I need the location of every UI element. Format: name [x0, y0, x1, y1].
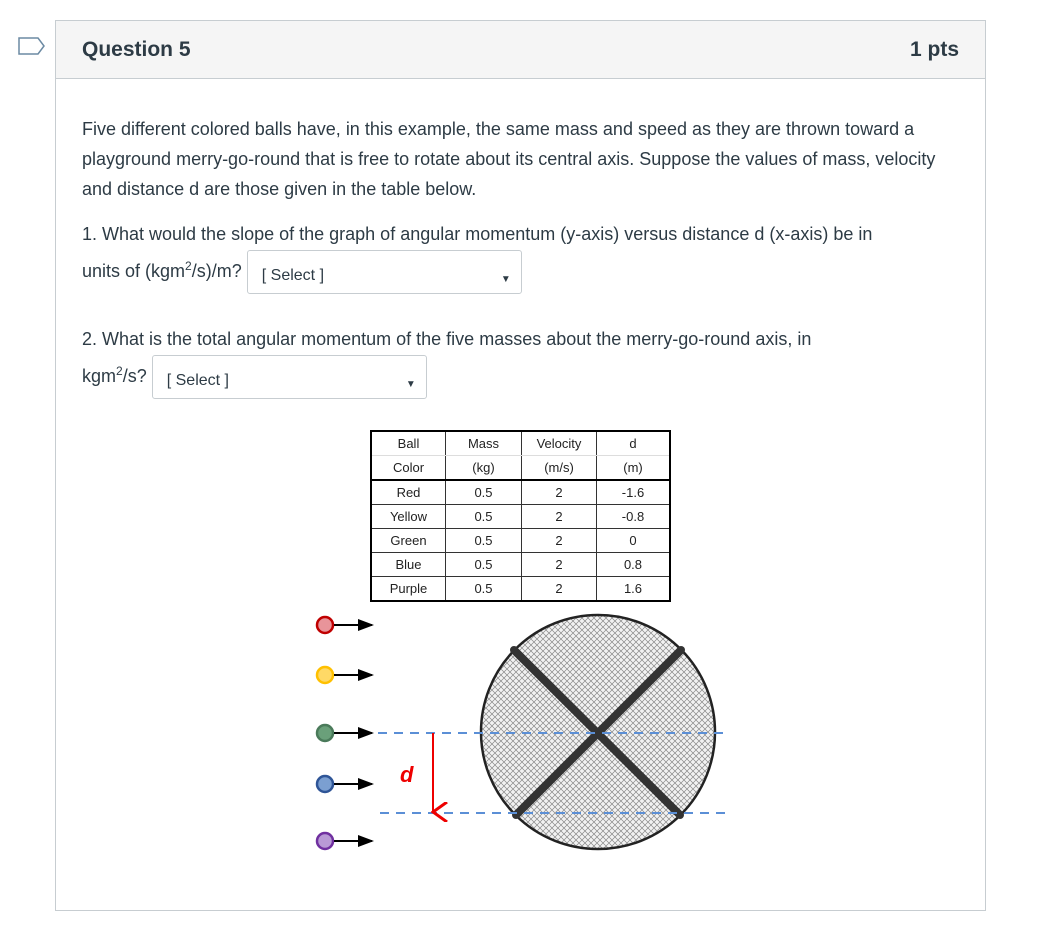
th: (m/s): [522, 456, 597, 481]
table-cell: Red: [371, 480, 446, 505]
table-cell: 0.5: [446, 480, 522, 505]
table-cell: -0.8: [597, 505, 671, 529]
q1-answer-select[interactable]: [ Select ] ▼: [247, 250, 522, 294]
table-cell: 2: [522, 505, 597, 529]
table-cell: Green: [371, 529, 446, 553]
table-cell: 0.5: [446, 505, 522, 529]
dropdown-caret-icon: ▼: [405, 379, 416, 390]
question-1-text: 1. What would the slope of the graph of angular momentum (y-axis) versus distance d (x-axis) be in: [82, 224, 873, 244]
table-cell: 0.8: [597, 553, 671, 577]
table-cell: Purple: [371, 577, 446, 602]
table-cell: 0.5: [446, 529, 522, 553]
table-cell: 0.5: [446, 577, 522, 602]
table-cell: Yellow: [371, 505, 446, 529]
ball: [317, 667, 333, 683]
th: Velocity: [522, 431, 597, 456]
th: d: [597, 431, 671, 456]
table-cell: 2: [522, 577, 597, 602]
question-2-text: 2. What is the total angular momentum of the five masses about the merry-go-round axis, in: [82, 329, 812, 349]
ball: [317, 617, 333, 633]
q2-units: kgm$^2$/s?: [82, 363, 147, 386]
ball: [317, 776, 333, 792]
question-title: Question 5: [82, 37, 191, 61]
table-cell: 0: [597, 529, 671, 553]
th: Mass: [446, 431, 522, 456]
q2-answer-select[interactable]: [ Select ] ▼: [152, 355, 427, 399]
dropdown-caret-icon: ▼: [500, 274, 511, 285]
th: (kg): [446, 456, 522, 481]
table-cell: -1.6: [597, 480, 671, 505]
table-cell: 1.6: [597, 577, 671, 602]
table-cell: 2: [522, 529, 597, 553]
table-cell: 2: [522, 553, 597, 577]
th: Ball: [371, 431, 446, 456]
distance-label: d: [400, 762, 414, 787]
q1-units: units of (kgm$^2$/s)/m?: [82, 258, 242, 281]
ball: [317, 833, 333, 849]
table-cell: 2: [522, 480, 597, 505]
ball: [317, 725, 333, 741]
table-cell: 0.5: [446, 553, 522, 577]
th: (m): [597, 456, 671, 481]
question-points: 1 pts: [909, 37, 959, 61]
th: Color: [371, 456, 446, 481]
table-cell: Blue: [371, 553, 446, 577]
question-intro: Five different colored balls have, in this example, the same mass and speed as they are thrown toward a playground merry-go-round that is free to rotate about its central axis. Suppose the values of mass, velocity and distance d are those given in the table below.: [82, 119, 936, 199]
